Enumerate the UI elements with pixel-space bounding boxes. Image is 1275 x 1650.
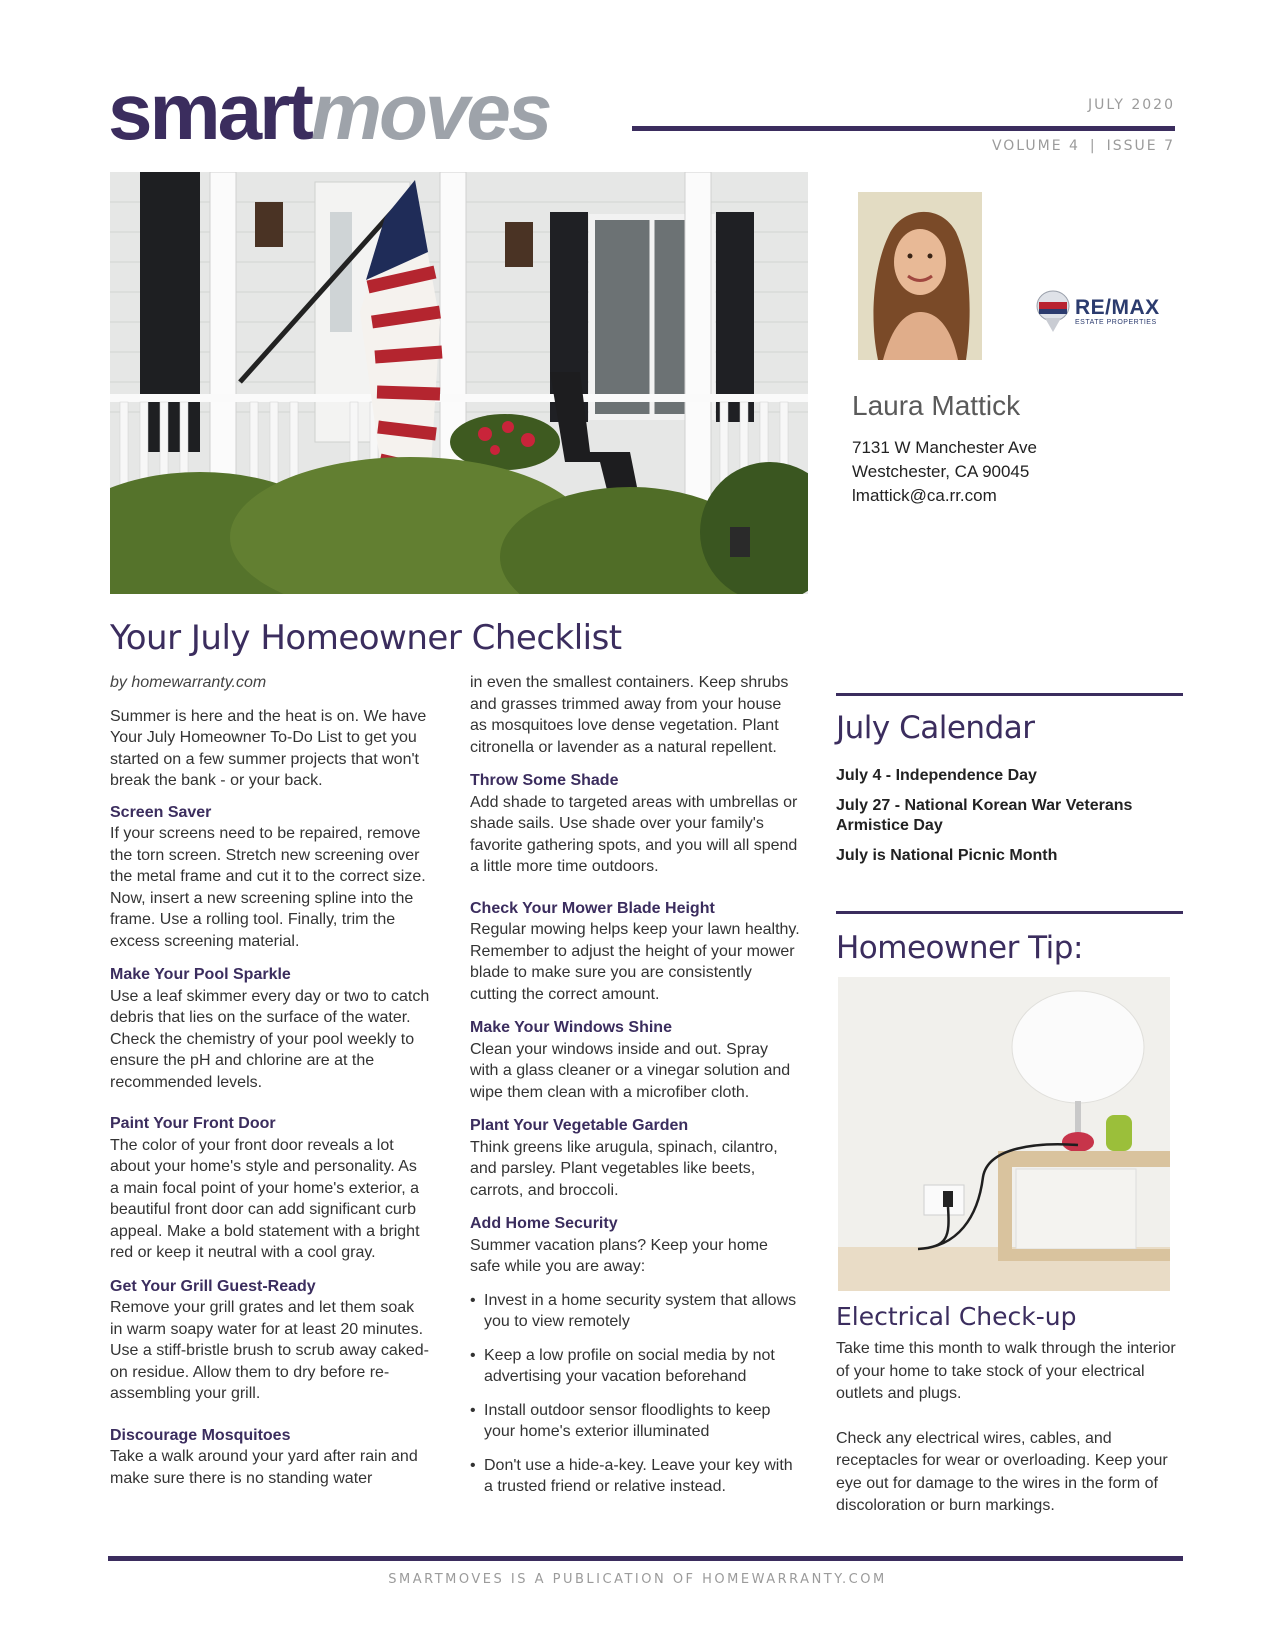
section-heading: Make Your Pool Sparkle [110,966,291,983]
agent-address-line1: 7131 W Manchester Ave [852,438,1037,457]
remax-logo [1075,297,1160,326]
volume-separator: | [1089,138,1097,154]
section-body: Add shade to targeted areas with umbrellas or shade sails. Use shade over your family's favorite gathering spots, and you will all spend a little more time outdoors. [470,793,798,875]
section-grill [110,1276,430,1405]
calendar-item: July 4 - Independence Day [836,767,1037,784]
section-mosquitoes [110,1425,430,1490]
footer-rule [108,1556,1183,1561]
agent-name: Laura Mattick [852,390,1021,421]
section-heading: Screen Saver [110,803,212,821]
section-body: The color of your front door reveals a lot about your home's style and personality. As a main focal point of your home's exterior, a beautiful front door can add significant curb appeal. Make a bold statement with a bright red or keep it neutral with a cool gray. [110,1136,420,1261]
section-body: Remove your grill grates and let them soak in warm soapy water for at least 20 minutes. Use a stiff-bristle brush to scrub away caked-on residue. Allow them to dry before re-assembling your grill. [110,1299,429,1402]
section-heading: Check Your Mower Blade Height [470,899,715,917]
porch-illustration [110,172,808,594]
tip-paragraph: Take time this month to walk through the interior of your home to take stock of your electrical outlets and plugs. [836,1340,1176,1402]
calendar-item: July 27 - National Korean War Veterans Armistice Day [836,797,1133,834]
agent-address-line2: Westchester, CA 90045 [852,462,1030,481]
issue-date: JULY 2020 [1088,97,1175,113]
section-body: Use a leaf skimmer every day or two to catch debris that lies on the surface of the water. Check the chemistry of your pool weekly to ensure the pH and chlorine are at the recommended levels. [110,987,430,1091]
section-heading: Plant Your Vegetable Garden [470,1117,689,1134]
calendar-title: July Calendar [836,710,1035,746]
section-pool [110,964,430,1093]
list-item: • Don't use a hide-a-key. Leave your key with a trusted friend or relative instead. [470,1455,800,1498]
section-garden [470,1115,800,1201]
section-windows [470,1017,800,1103]
lamp-illustration [838,977,1170,1291]
section-body: Summer vacation plans? Keep your home safe while you are away: [470,1236,768,1275]
section-heading: Get Your Grill Guest-Ready [110,1277,316,1295]
tip-paragraph: Check any electrical wires, cables, and receptacles for wear or overloading. Keep your eye out for damage to the wires in the form of discoloration or burn markings. [836,1429,1168,1514]
logo-moves: moves [310,67,550,156]
article-intro: Summer is here and the heat is on. We have Your July Homeowner To-Do List to get you started on a few summer projects that won't break the bank - or your back. [110,707,427,789]
agent-contact [852,436,1037,508]
remax-balloon-icon [1035,290,1071,338]
calendar-list [836,766,1186,876]
section-heading: Discourage Mosquitoes [110,1426,291,1444]
logo-smart: smart [108,67,311,156]
article-column-1 [110,672,430,1489]
tip-heading: Electrical Check-up [836,1302,1077,1331]
calendar-item: July is National Picnic Month [836,847,1058,864]
section-shade [470,770,800,878]
issue-volume [992,138,1175,154]
section-body: Think greens like arugula, spinach, cilantro, and parsley. Plant vegetables like beets, carrots, and broccoli. [470,1138,778,1199]
section-screen-saver [110,802,430,953]
masthead-rule [632,126,1175,131]
article-byline: by homewarranty.com [110,674,267,691]
masthead-logo [108,67,550,156]
list-item: • Invest in a home security system that allows you to view remotely [470,1290,800,1333]
section-body: Take a walk around your yard after rain and make sure there is no standing water [110,1448,418,1487]
footer-text: SMARTMOVES IS A PUBLICATION OF HOMEWARRANTY.COM [388,1572,887,1587]
tip-title: Homeowner Tip: [836,930,1083,966]
remax-logo-text: RE/MAX [1075,296,1160,319]
section-heading: Add Home Security [470,1215,618,1232]
volume-label: VOLUME 4 [991,138,1080,154]
hero-photo [110,172,808,594]
agent-photo [858,192,982,360]
security-bullet-list [470,1290,800,1498]
section-heading: Paint Your Front Door [110,1115,276,1132]
remax-logo-sub: ESTATE PROPERTIES [1075,319,1157,326]
section-heading: Make Your Windows Shine [470,1019,672,1036]
list-item: • Install outdoor sensor floodlights to keep your home's exterior illuminated [470,1400,800,1443]
issue-label: ISSUE 7 [1106,138,1175,154]
list-item: • Keep a low profile on social media by not advertising your vacation beforehand [470,1345,800,1388]
section-security [470,1213,800,1278]
section-body: If your screens need to be repaired, remove the torn screen. Stretch new screening over the metal frame and cut it to the correct size. Now, insert a new screening spline into the frame. Use a rolling tool. Finally, trim the excess screening material. [110,825,426,950]
article-column-2 [470,672,800,1510]
mosquito-continuation: in even the smallest containers. Keep shrubs and grasses trimmed away from your house as mosquitoes love dense vegetation. Plant citronella or lavender as a natural repellent. [470,674,789,756]
calendar-rule [836,693,1183,696]
agent-email: lmattick@ca.rr.com [852,486,997,505]
article-title: Your July Homeowner Checklist [110,618,622,658]
section-body: Clean your windows inside and out. Spray with a glass cleaner or a vinegar solution and wipe them clean with a microfiber cloth. [470,1040,791,1101]
section-mower [470,898,800,1006]
tip-rule [836,911,1183,914]
section-heading: Throw Some Shade [470,772,619,789]
section-front-door [110,1113,430,1264]
section-body: Regular mowing helps keep your lawn healthy. Remember to adjust the height of your mower blade to make sure you are consistently cutting the correct amount. [470,921,800,1003]
tip-body [836,1338,1181,1540]
agent-portrait [858,192,982,360]
tip-photo [838,977,1170,1291]
